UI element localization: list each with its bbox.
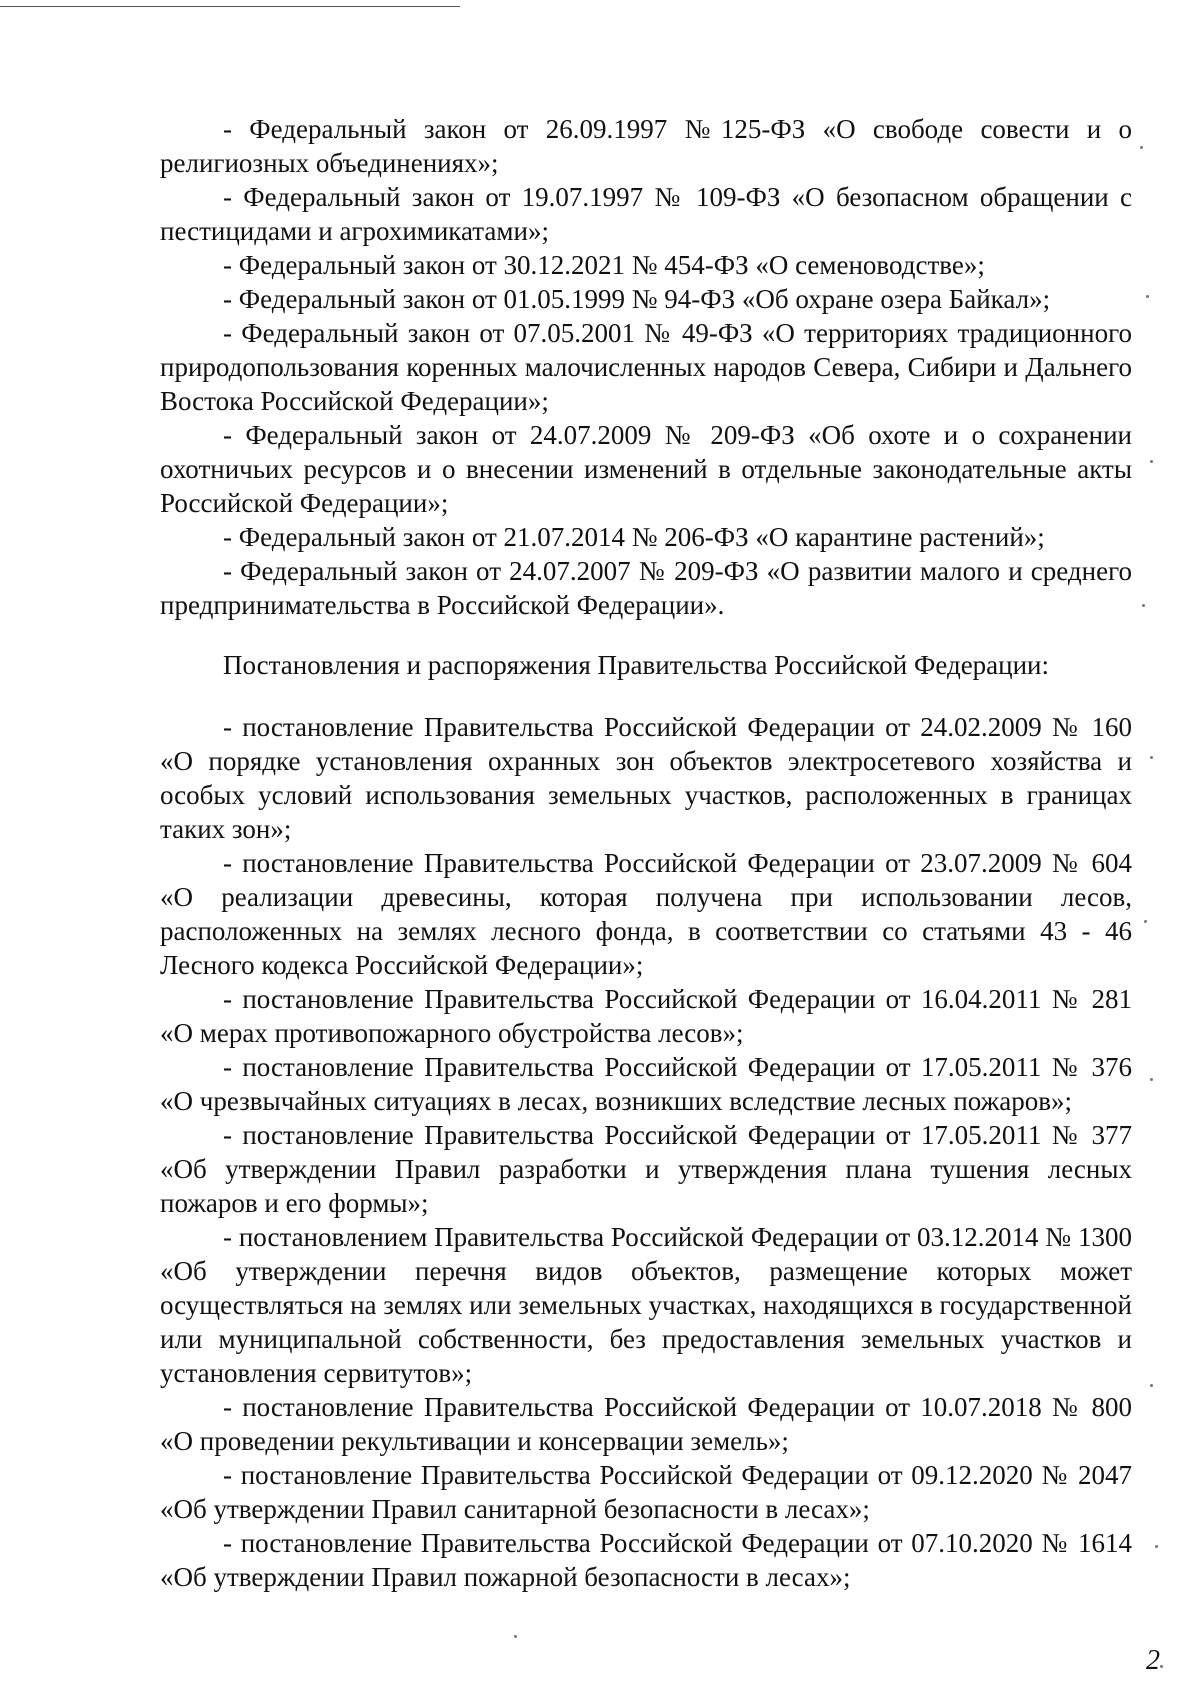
scan-speckle [1150, 756, 1153, 759]
scan-speckle [1146, 295, 1149, 298]
resolution-item: - постановление Правительства Российской Федерации от 16.04.2011 № 281 «О мерах противопожарного обустройства лесов»; [160, 984, 1132, 1048]
section-heading: Постановления и распоряжения Правительства Российской Федерации: [223, 650, 1050, 680]
scan-speckle [514, 1635, 517, 1638]
scan-speckle [1150, 1384, 1153, 1387]
resolution-item: - постановление Правительства Российской Федерации от 24.02.2009 № 160 «О порядке установления охранных зон объектов электросетевого хозяйства и особых условий использования земельных участков, расположенных в границах таких зон»; [160, 712, 1132, 844]
page-number: 2 [1146, 1645, 1160, 1676]
resolution-item: - постановление Правительства Российской Федерации от 17.05.2011 № 377 «Об утверждении Правил разработки и утверждения плана тушения лесных пожаров и его формы»; [160, 1120, 1132, 1218]
resolution-item: - постановление Правительства Российской Федерации от 17.05.2011 № 376 «О чрезвычайных ситуациях в лесах, возникших вследствие лесных пожаров»; [160, 1052, 1132, 1116]
resolution-item: - постановлением Правительства Российской Федерации от 03.12.2014 № 1300 «Об утверждении перечня видов объектов, размещение которых может осуществляться на землях или земельных участках, находящихся в государственной или муниципальной собственности, без предоставления земельных участков и установления сервитутов»; [160, 1222, 1132, 1388]
scan-edge-line [0, 6, 460, 7]
scan-speckle [1155, 1545, 1158, 1548]
scan-speckle [1144, 920, 1147, 923]
resolution-item: - постановление Правительства Российской Федерации от 10.07.2018 № 800 «О проведении рекультивации и консервации земель»; [160, 1392, 1132, 1456]
scan-speckle [1150, 460, 1153, 463]
resolution-item: - постановление Правительства Российской Федерации от 09.12.2020 № 2047 «Об утверждении Правил санитарной безопасности в лесах»; [160, 1460, 1132, 1524]
law-item: - Федеральный закон от 24.07.2009 № 209-ФЗ «Об охоте и о сохранении охотничьих ресурсов и о внесении изменений в отдельные законодательные акты Российской Федерации»; [160, 420, 1132, 518]
law-item: - Федеральный закон от 26.09.1997 №125-ФЗ «О свободе совести и о религиозных объединениях»; [160, 114, 1132, 178]
scan-speckle [1160, 1665, 1163, 1668]
resolution-item: - постановление Правительства Российской Федерации от 23.07.2009 № 604 «О реализации древесины, которая получена при использовании лесов, расположенных на землях лесного фонда, в соответствии со статьями 43 - 46 Лесного кодекса Российской Федерации»; [160, 848, 1132, 980]
scan-speckle [1140, 146, 1143, 149]
law-item: - Федеральный закон от 07.05.2001 № 49-ФЗ «О территориях традиционного природопользования коренных малочисленных народов Севера, Сибири и Дальнего Востока Российской Федерации»; [160, 318, 1132, 416]
law-item: - Федеральный закон от 01.05.1999 № 94-ФЗ «Об охране озера Байкал»; [223, 284, 1051, 314]
law-item: - Федеральный закон от 19.07.1997 № 109-ФЗ «О безопасном обращении с пестицидами и агрохимикатами»; [160, 182, 1132, 246]
scan-speckle [1150, 1078, 1153, 1081]
law-item: - Федеральный закон от 24.07.2007 № 209-ФЗ «О развитии малого и среднего предпринимательства в Российской Федерации». [160, 556, 1132, 620]
document-page [160, 112, 1132, 1594]
government-resolutions-list [160, 710, 1132, 1594]
law-item: - Федеральный закон от 30.12.2021 № 454-ФЗ «О семеноводстве»; [223, 250, 985, 280]
scan-speckle [1142, 604, 1145, 607]
resolution-item: - постановление Правительства Российской Федерации от 07.10.2020 № 1614 «Об утверждении Правил пожарной безопасности в лесах»; [160, 1528, 1132, 1592]
federal-laws-list [160, 112, 1132, 622]
law-item: - Федеральный закон от 21.07.2014 № 206-ФЗ «О карантине растений»; [223, 522, 1045, 552]
